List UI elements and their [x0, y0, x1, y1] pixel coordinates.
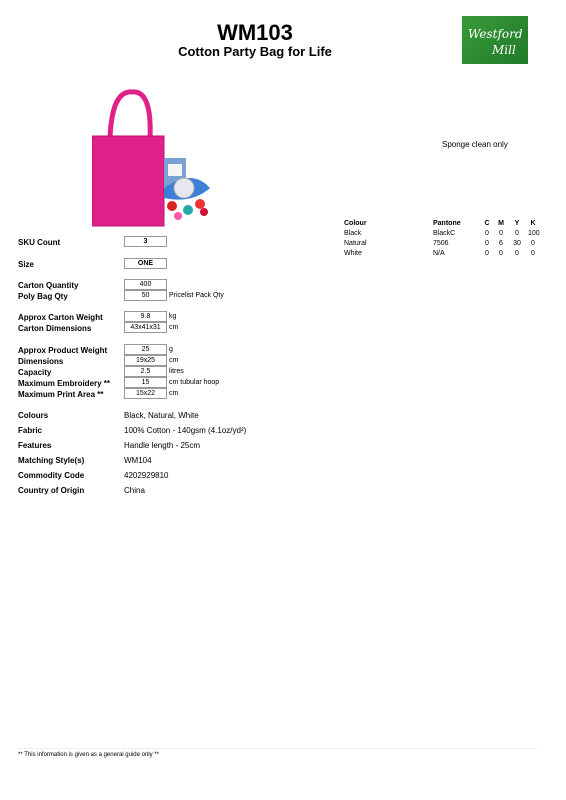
k-value: 100	[528, 230, 540, 237]
dimensions-unit: cm	[169, 357, 179, 364]
capacity-value: 2.5	[124, 366, 167, 377]
m-value: 6	[499, 240, 503, 247]
pantone-value: 7506	[433, 240, 449, 247]
y-value: 0	[515, 250, 519, 257]
svg-text:Westford: Westford	[468, 27, 523, 41]
y-value: 0	[515, 230, 519, 237]
commodity-code-label: Commodity Code	[18, 471, 85, 480]
product-weight-value: 25	[124, 344, 167, 355]
carton-dim-label: Carton Dimensions	[18, 324, 92, 333]
commodity-code-value: 4202929810	[124, 471, 169, 480]
product-code: WM103	[217, 20, 293, 45]
matching-style-value: WM104	[124, 456, 152, 465]
max-print-unit: cm	[169, 390, 179, 397]
colours-value: Black, Natural, White	[124, 411, 199, 420]
country-origin-value: China	[124, 486, 145, 495]
carton-dim-unit: cm	[169, 324, 179, 331]
max-print-label: Maximum Print Area **	[18, 390, 104, 399]
features-value: Handle length - 25cm	[124, 441, 201, 450]
header-c: C	[484, 220, 490, 227]
poly-bag-label: Poly Bag Qty	[18, 292, 68, 301]
size-value: ONE	[124, 258, 167, 269]
dimensions-value: 19x25	[124, 355, 167, 366]
matching-style-label: Matching Style(s)	[18, 456, 85, 465]
carton-qty-value: 400	[124, 279, 167, 290]
colour-name: White	[344, 250, 362, 257]
c-value: 0	[485, 240, 489, 247]
k-value: 0	[531, 250, 535, 257]
poly-bag-note: Pricelist Pack Qty	[169, 292, 224, 299]
header-colour: Colour	[344, 220, 367, 227]
max-embroidery-label: Maximum Embroidery **	[18, 379, 111, 388]
poly-bag-value: 50	[124, 290, 167, 301]
care-instructions: Sponge clean only	[442, 140, 508, 149]
product-weight-label: Approx Product Weight	[18, 346, 108, 355]
dimensions-label: Dimensions	[18, 357, 64, 366]
product-weight-unit: g	[169, 346, 173, 353]
header-pantone: Pantone	[433, 220, 461, 227]
max-embroidery-value: 15	[124, 377, 167, 388]
header-y: Y	[514, 220, 520, 227]
country-origin-label: Country of Origin	[18, 486, 85, 495]
fabric-value: 100% Cotton - 140gsm (4.1oz/yd²)	[124, 426, 247, 435]
fabric-label: Fabric	[18, 426, 43, 435]
max-embroidery-unit: cm tubular hoop	[169, 379, 220, 386]
c-value: 0	[485, 250, 489, 257]
svg-text:Mill: Mill	[492, 43, 516, 57]
m-value: 0	[499, 230, 503, 237]
pantone-value: N/A	[433, 250, 445, 257]
footer-divider	[18, 748, 538, 749]
sku-count-label: SKU Count	[18, 238, 61, 247]
capacity-label: Capacity	[18, 368, 52, 377]
y-value: 30	[513, 240, 521, 247]
brand-logo	[462, 16, 528, 64]
product-name: Cotton Party Bag for Life	[178, 44, 332, 59]
colour-name: Natural	[344, 240, 367, 247]
carton-qty-label: Carton Quantity	[18, 281, 79, 290]
sku-count-value: 3	[124, 236, 167, 247]
m-value: 0	[499, 250, 503, 257]
carton-weight-value: 9.8	[124, 311, 167, 322]
carton-weight-unit: kg	[169, 313, 177, 320]
header-m: M	[498, 220, 504, 227]
carton-dim-value: 43x41x31	[124, 322, 167, 333]
max-print-value: 15x22	[124, 388, 167, 399]
product-image	[92, 88, 232, 228]
footnote: ** This information is given as a general guide only **	[18, 752, 159, 758]
capacity-unit: litres	[169, 368, 184, 375]
colour-name: Black	[344, 230, 362, 237]
colours-label: Colours	[18, 411, 49, 420]
carton-weight-label: Approx Carton Weight	[18, 313, 103, 322]
header-k: K	[530, 220, 536, 227]
features-label: Features	[18, 441, 52, 450]
c-value: 0	[485, 230, 489, 237]
k-value: 0	[531, 240, 535, 247]
pantone-value: BlackC	[433, 230, 456, 237]
size-label: Size	[18, 260, 35, 269]
